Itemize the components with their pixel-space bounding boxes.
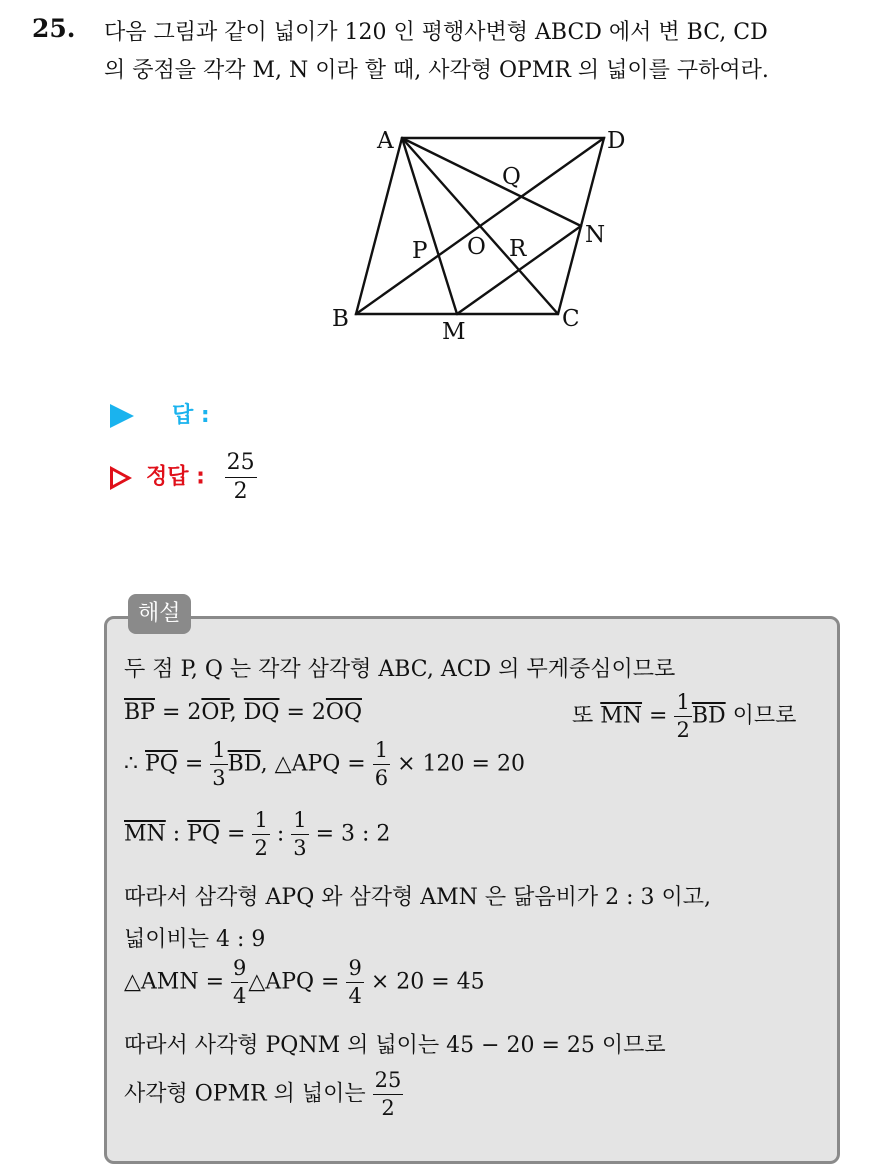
question-text	[104, 14, 874, 90]
solution-line-2b: 또 $\overline{MN}$ = $\frac{1}{2}$ $\overline{BD}$ 이므로	[572, 690, 797, 742]
label-b: B	[332, 306, 349, 332]
label-o: O	[467, 234, 486, 260]
correct-answer-row	[110, 452, 257, 503]
solution-line-5: 따라서 삼각형 APQ 와 삼각형 AMN 은 닮음비가 2 : 3 이고,	[124, 885, 712, 910]
correct-answer-label: 정답 :	[146, 464, 205, 490]
label-a: A	[377, 128, 394, 154]
label-q: Q	[502, 164, 521, 190]
segment-am	[402, 138, 457, 314]
solution-line-8: 따라서 사각형 PQNM 의 넓이는 45 − 20 = 25 이므로	[124, 1033, 666, 1058]
play-triangle-icon	[110, 404, 134, 428]
parallelogram-figure	[320, 118, 626, 348]
solution-line-3: ∴ $\overline{PQ}$ = $\frac{1}{3}$ $\overline{BD}$, △APQ = $\frac{1}{6}$ × 120 = 20	[124, 738, 525, 790]
outline-triangle-icon	[110, 466, 132, 490]
label-d: D	[607, 128, 626, 154]
solution-line-7: △AMN = $\frac{9}{4}$ △APQ = $\frac{9}{4}$ × 20 = 45	[124, 956, 485, 1008]
question-line-1: 다음 그림과 같이 넓이가 120 인 평행사변형 ABCD 에서 변 BC, CD	[104, 20, 768, 45]
label-m: M	[442, 319, 466, 345]
solution-line-2: $\overline{BP} = 2\overline{OP}$, $\overline{DQ} = 2\overline{OQ}$	[124, 700, 362, 725]
answer-label: 답 :	[172, 403, 210, 428]
solution-tag: 해설	[128, 594, 191, 634]
correct-answer-value: $\frac{25}{2}$	[226, 450, 255, 504]
label-r: R	[509, 236, 527, 262]
question-line-2: 의 중점을 각각 M, N 이라 할 때, 사각형 OPMR 의 넓이를 구하여라.	[104, 58, 769, 83]
label-p: P	[412, 238, 428, 264]
solution-line-9: 사각형 OPMR 의 넓이는 $\frac{25}{2}$	[124, 1068, 402, 1120]
question-number: 25.	[32, 14, 76, 43]
solution-line-6: 넓이비는 4 : 9	[124, 927, 266, 952]
label-n: N	[585, 222, 606, 248]
label-c: C	[562, 306, 580, 332]
segment-an	[402, 138, 581, 226]
solution-line-4: $\overline{MN}$ : $\overline{PQ}$ = $\frac{1}{2}$ : $\frac{1}{3}$ = 3 : 2	[124, 808, 391, 860]
answer-input-row	[110, 398, 210, 429]
diagonal-bd	[356, 138, 604, 314]
solution-line-1: 두 점 P, Q 는 각각 삼각형 ABC, ACD 의 무게중심이므로	[124, 657, 676, 682]
